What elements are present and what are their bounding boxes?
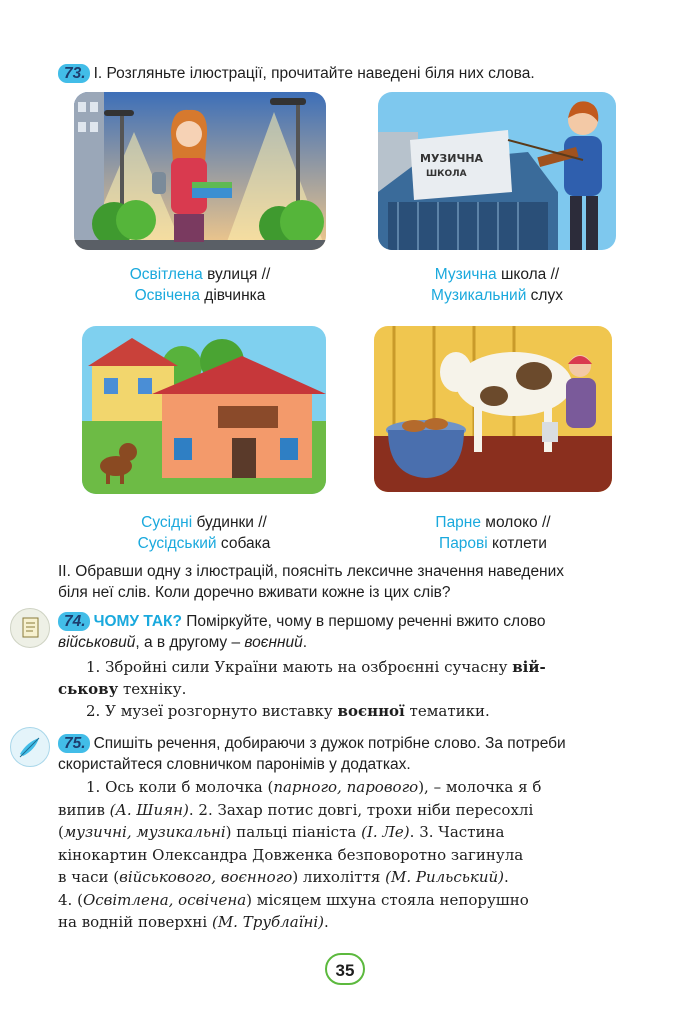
illustration-music-school [378, 92, 616, 250]
illustration-street [74, 92, 326, 250]
ex74-instruction: 74. ЧОМУ ТАК? Поміркуйте, чому в першому реченні вжито слово військовий, а в другому – воєнний. [58, 613, 546, 651]
ex75-number: 75. [58, 734, 90, 753]
ex74-number: 74. [58, 612, 90, 631]
ex73-number: 73. [58, 64, 90, 83]
ex74-title: ЧОМУ ТАК? [93, 613, 182, 630]
illustration-cow [374, 326, 612, 492]
ex74-sentences: 1. Збройні сили України мають на озброєнні сучасну вій- ськову техніку. 2. У музеї розгорнуто виставку воєнної тематики. [58, 658, 546, 720]
notebook-icon [10, 608, 50, 648]
pen-icon [10, 727, 50, 767]
page-number: 35 [325, 953, 365, 985]
school-sign-line2: ШКОЛА [426, 169, 467, 179]
school-sign-line1: МУЗИЧНА [420, 152, 484, 165]
caption-music-school: Музична школа // Музикальний слух [431, 266, 563, 304]
ex75-text: 1. Ось коли б молочка (парного, парового), – молочка я б випив (А. Шиян). 2. Захар потис довгі, трохи ніби пересохлі (музичні, музикальні) пальці піаніста (І. Ле). 3. Частина кінокартин Олександра Довженка безповоротно загинула в часи (військового, воєнного) лихоліття (М. Рильський). 4. (Освітлена, освічена) місяцем шхуна стояла непорушно на водній поверхні (М. Трублаїні). [58, 778, 542, 931]
ex75-instruction: 75. Спишіть речення, добираючи з дужок потрібне слово. За потреби скористайтеся словничком паронімів у додатках. [58, 735, 566, 773]
caption-street: Освітлена вулиця // Освічена дівчинка [129, 266, 271, 304]
ex73-part2: II. Обравши одну з ілюстрацій, поясніть лексичне значення наведених біля неї слів. Коли доречно вживати кожне із цих слів? [58, 563, 565, 601]
ex73-instruction: 73. I. Розгляньте ілюстрації, прочитайте наведені біля них слова. [58, 63, 658, 84]
caption-houses: Сусідні будинки // Сусідський собака [137, 514, 271, 552]
caption-cow: Парне молоко // Парові котлети [435, 514, 551, 552]
illustration-houses [82, 326, 326, 494]
